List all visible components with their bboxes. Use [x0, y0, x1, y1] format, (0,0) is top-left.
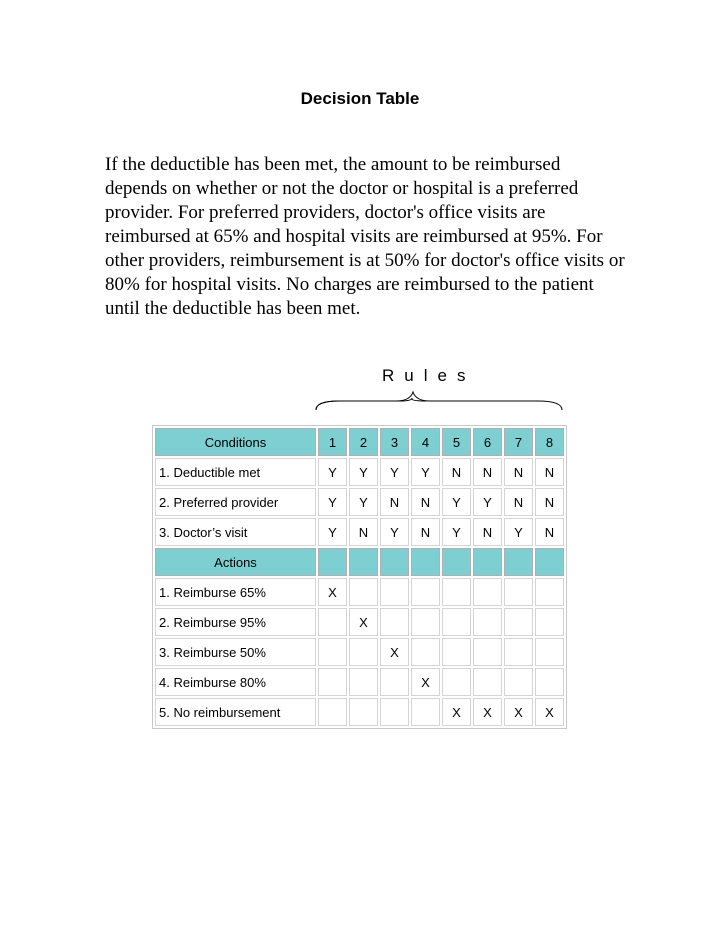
action-mark	[380, 578, 409, 606]
action-label: 3. Reimburse 50%	[155, 638, 316, 666]
action-mark	[504, 578, 533, 606]
rule-number: 4	[411, 428, 440, 456]
action-mark: X	[411, 668, 440, 696]
condition-value: Y	[442, 488, 471, 516]
action-row	[155, 638, 564, 666]
action-mark	[504, 608, 533, 636]
condition-value: Y	[504, 518, 533, 546]
conditions-header-row	[155, 428, 564, 456]
action-mark	[349, 638, 378, 666]
actions-header-blank	[504, 548, 533, 576]
condition-row	[155, 458, 564, 486]
condition-row	[155, 488, 564, 516]
actions-header-row	[155, 548, 564, 576]
action-row	[155, 668, 564, 696]
condition-value: N	[349, 518, 378, 546]
action-label: 1. Reimburse 65%	[155, 578, 316, 606]
action-mark	[380, 668, 409, 696]
rule-number: 8	[535, 428, 564, 456]
action-mark: X	[349, 608, 378, 636]
rule-number: 7	[504, 428, 533, 456]
rule-number: 2	[349, 428, 378, 456]
action-mark	[411, 638, 440, 666]
condition-value: N	[535, 518, 564, 546]
action-mark	[380, 698, 409, 726]
action-mark	[535, 638, 564, 666]
condition-value: N	[504, 488, 533, 516]
condition-label: 3. Doctor’s visit	[155, 518, 316, 546]
action-mark: X	[380, 638, 409, 666]
action-label: 2. Reimburse 95%	[155, 608, 316, 636]
condition-value: N	[380, 488, 409, 516]
decision-table	[152, 425, 567, 729]
condition-value: N	[473, 458, 502, 486]
condition-value: Y	[411, 458, 440, 486]
action-row	[155, 578, 564, 606]
condition-value: N	[442, 458, 471, 486]
action-mark	[535, 578, 564, 606]
action-mark	[504, 668, 533, 696]
condition-value: Y	[380, 518, 409, 546]
action-mark	[411, 578, 440, 606]
rules-label: Rules	[382, 366, 476, 385]
action-mark	[535, 668, 564, 696]
condition-row	[155, 518, 564, 546]
action-mark	[442, 668, 471, 696]
action-mark	[442, 638, 471, 666]
actions-header-blank	[442, 548, 471, 576]
action-mark: X	[473, 698, 502, 726]
actions-header-blank	[411, 548, 440, 576]
actions-header-blank	[380, 548, 409, 576]
condition-value: Y	[318, 488, 347, 516]
action-mark	[349, 578, 378, 606]
rule-number: 3	[380, 428, 409, 456]
actions-header: Actions	[155, 548, 316, 576]
condition-value: Y	[380, 458, 409, 486]
action-label: 4. Reimburse 80%	[155, 668, 316, 696]
action-mark	[473, 608, 502, 636]
action-row	[155, 608, 564, 636]
condition-label: 1. Deductible met	[155, 458, 316, 486]
actions-header-blank	[318, 548, 347, 576]
condition-value: Y	[349, 458, 378, 486]
condition-value: N	[411, 488, 440, 516]
actions-header-blank	[535, 548, 564, 576]
condition-value: Y	[442, 518, 471, 546]
rules-brace	[312, 388, 566, 414]
action-mark	[411, 698, 440, 726]
action-mark	[504, 638, 533, 666]
action-mark: X	[504, 698, 533, 726]
action-mark	[473, 638, 502, 666]
action-mark	[318, 668, 347, 696]
condition-label: 2. Preferred provider	[155, 488, 316, 516]
action-label: 5. No reimbursement	[155, 698, 316, 726]
action-mark	[411, 608, 440, 636]
action-mark	[349, 668, 378, 696]
rule-number: 5	[442, 428, 471, 456]
action-mark: X	[535, 698, 564, 726]
action-mark	[349, 698, 378, 726]
action-row	[155, 698, 564, 726]
action-mark	[473, 668, 502, 696]
action-mark: X	[318, 578, 347, 606]
action-mark	[318, 698, 347, 726]
condition-value: N	[411, 518, 440, 546]
action-mark	[442, 578, 471, 606]
actions-header-blank	[349, 548, 378, 576]
condition-value: Y	[473, 488, 502, 516]
condition-value: Y	[318, 458, 347, 486]
condition-value: N	[535, 458, 564, 486]
action-mark	[318, 608, 347, 636]
action-mark	[318, 638, 347, 666]
rule-number: 6	[473, 428, 502, 456]
action-mark	[442, 608, 471, 636]
condition-value: Y	[349, 488, 378, 516]
actions-header-blank	[473, 548, 502, 576]
condition-value: N	[473, 518, 502, 546]
action-mark	[473, 578, 502, 606]
condition-value: N	[504, 458, 533, 486]
action-mark: X	[442, 698, 471, 726]
action-mark	[535, 608, 564, 636]
description-paragraph: If the deductible has been met, the amount to be reimbursed depends on whether or not the doctor or hospital is a preferred provider. For preferred providers, doctor's office visits are reimbursed at 65% and hospital visits are reimbursed at 95%. For other providers, reimbursement is at 50% for doctor's office visits or 80% for hospital visits. No charges are reimbursed to the patient until the deductible has been met.	[105, 154, 625, 319]
page-title: Decision Table	[300, 89, 420, 108]
rule-number: 1	[318, 428, 347, 456]
conditions-header: Conditions	[155, 428, 316, 456]
action-mark	[380, 608, 409, 636]
condition-value: N	[535, 488, 564, 516]
condition-value: Y	[318, 518, 347, 546]
